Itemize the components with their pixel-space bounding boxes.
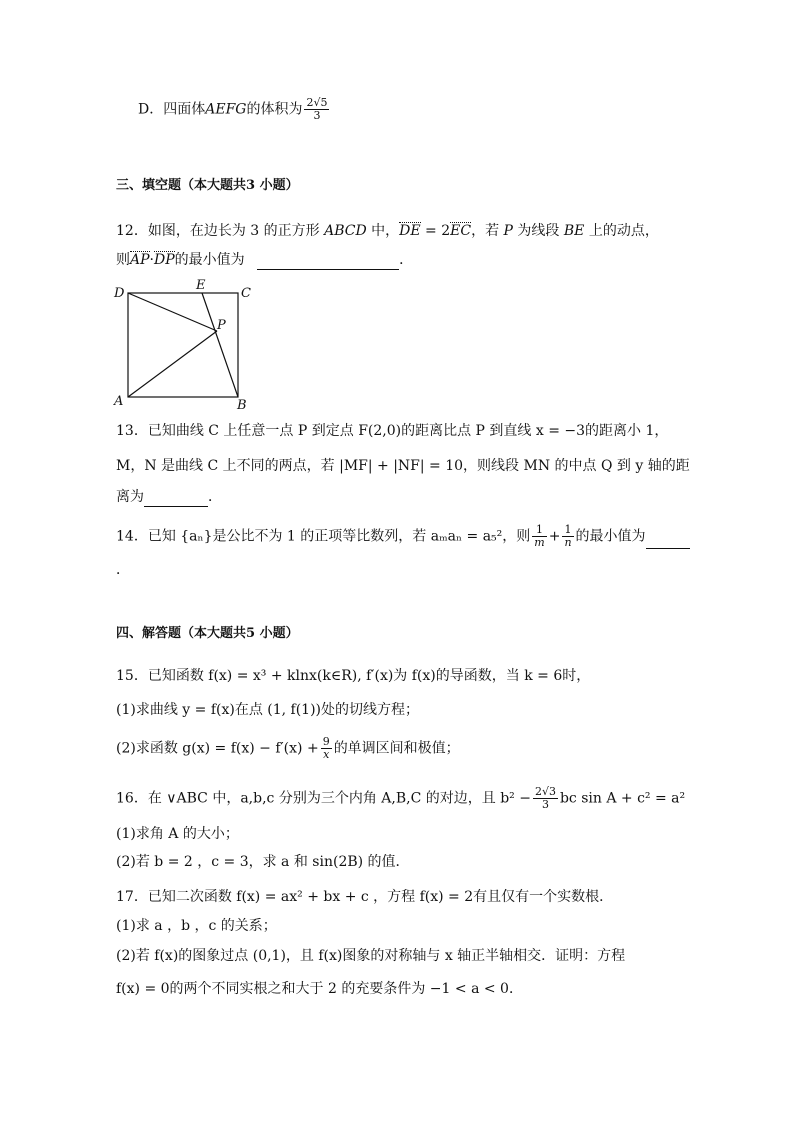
label-e: E (196, 278, 206, 293)
q13-line1: 13．已知曲线 C 上任意一点 P 到定点 F(2,0)的距离比点 P 到直线 x = −3的距离小 1， (116, 423, 669, 439)
segment-be (202, 293, 238, 397)
section-title-answer: 四、解答题（本大题共5 小题） (116, 626, 299, 641)
q13-answer-blank[interactable] (144, 490, 208, 507)
label-p: P (217, 318, 226, 333)
volume-fraction: $\frac{2√5}{3}$ (306, 96, 328, 122)
q17-sub1: (1)求 a ，b ，c 的关系； (116, 918, 277, 934)
q13-line3: 离为 ． (116, 489, 222, 505)
q14-line1: 14．已知 {aₙ}是公比不为 1 的正项等比数列，若 aₘaₙ = a₅²，则 $\frac{1}{m}$ + $\frac{1}{n}$ 的最小值为 (116, 524, 690, 549)
q12-answer-blank[interactable] (257, 253, 399, 270)
square-abcd (128, 293, 238, 397)
q17-line1: 17．已知二次函数 f(x) = ax² + bx + c ，方程 f(x) = 2有且仅有一个实数根． (116, 889, 614, 905)
option-d: D．四面体AEFG的体积为 $\frac{2√5}{3}$ (138, 96, 328, 122)
q13-line2: M，N 是曲线 C 上不同的两点，若 |MF| + |NF| = 10，则线段 MN 的中点 Q 到 y 轴的距 (116, 458, 690, 474)
q15-sub1: (1)求曲线 y = f(x)在点 (1, f(1))处的切线方程； (116, 702, 420, 718)
q14-answer-blank[interactable] (646, 532, 690, 549)
label-d: D (114, 286, 125, 301)
q16-sub1: (1)求角 A 的大小； (116, 826, 239, 842)
q12-line2: 则AP·DP的最小值为 ． (116, 252, 414, 268)
q12-line1: 12．如图，在边长为 3 的正方形 ABCD 中，DE = 2EC，若 P 为线段 BE 上的动点， (116, 223, 659, 239)
q17-sub2: (2)若 f(x)的图象过点 (0,1)，且 f(x)图象的对称轴与 x 轴正半轴相交．证明：方程 (116, 948, 626, 964)
q14-end: ． (116, 562, 130, 578)
q16-sub2: (2)若 b = 2 ，c = 3，求 a 和 sin(2B) 的值． (116, 854, 410, 870)
section-title-fill-in: 三、填空题（本大题共3 小题） (116, 178, 299, 193)
label-c: C (241, 286, 251, 301)
q15-line1: 15．已知函数 f(x) = x³ + klnx(k∈R), f′(x)为 f(x)的导函数，当 k = 6时， (116, 668, 591, 684)
q16-line1: 16．在 ∨ABC 中，a,b,c 分别为三个内角 A,B,C 的对边，且 b² − $\frac{2√3}{3}$ bc sin A + c² = a² (116, 785, 686, 811)
segment-ap (128, 331, 217, 397)
q15-sub2: (2)求函数 g(x) = f(x) − f′(x) + $\frac{9}{x}$ 的单调区间和极值； (116, 735, 460, 761)
q12-square-figure (110, 278, 260, 410)
q17-sub2-cont: f(x) = 0的两个不同实根之和大于 2 的充要条件为 −1 < a < 0． (116, 981, 523, 997)
solid-name: AEFG (205, 101, 247, 118)
label-b: B (237, 398, 247, 410)
label-a: A (114, 394, 124, 409)
